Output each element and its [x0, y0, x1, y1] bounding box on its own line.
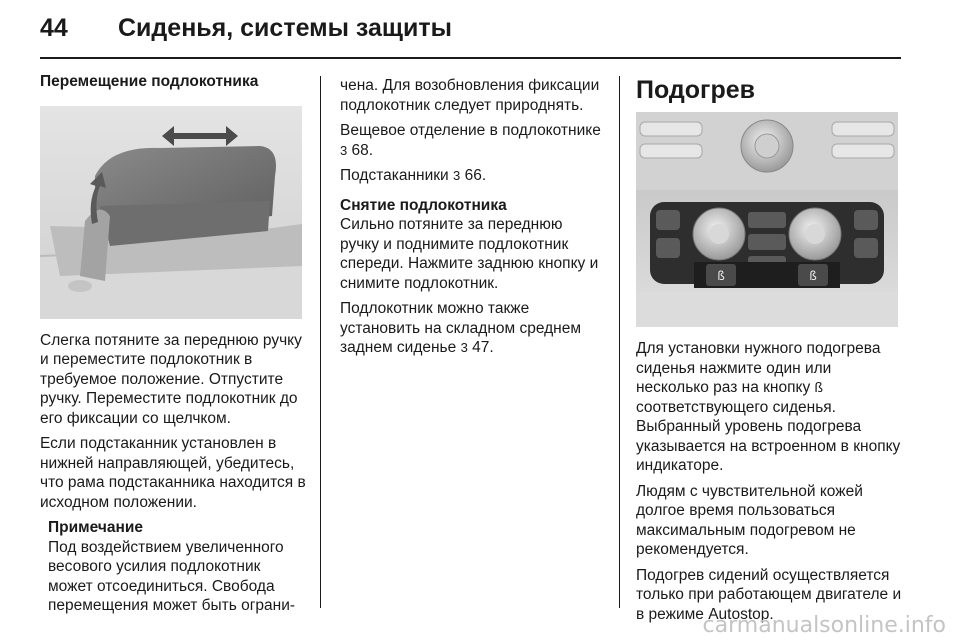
svg-text:ß: ß — [809, 269, 817, 283]
paragraph — [636, 339, 902, 476]
paragraph: Слегка потяните за переднюю ручку и переместите подлокотник в требуемое положение. Отпустите ручку. Переместите подлокотник до его фиксации со щелчком. — [40, 331, 302, 427]
header-rule — [40, 57, 901, 59]
reference-arrow-icon: 3 — [460, 340, 468, 355]
note-title: Примечание — [48, 519, 143, 536]
paragraph: чена. Для возобновления фиксации подлокотник следует природнять. — [340, 77, 600, 114]
reference-page: 68. — [351, 141, 374, 159]
page-number: 44 — [40, 14, 68, 42]
paragraph: Сильно потяните за переднюю ручку и поднимите подлокотник спереди. Нажмите заднюю кнопку и снимите подлокотник. — [340, 216, 599, 292]
reference-text: Вещевое отделение в подлокотнике — [340, 122, 601, 139]
watermark: carmanualsonline.info — [702, 613, 946, 638]
note-block — [48, 518, 308, 616]
section-title-heating: Подогрев — [636, 76, 756, 104]
column-divider — [320, 76, 321, 608]
seat-heating-icon: ß — [814, 379, 824, 395]
reference-storage — [340, 121, 604, 160]
page-title: Сиденья, системы защиты — [118, 14, 452, 42]
paragraph: Если подстаканник установлен в нижней направляющей, убедитесь, что рама подстаканника находится в исходном положении. — [40, 435, 306, 511]
svg-text:ß: ß — [717, 269, 725, 283]
armrest-illustration — [40, 106, 302, 319]
paragraph-text: Для установки нужного подогрева сиденья нажмите один или несколько раз на кнопку — [636, 340, 881, 396]
subheading-armrest-remove: Снятие подлокотника — [340, 196, 507, 214]
page-header — [0, 0, 960, 60]
note-text: Под воздействием увеличенного весового усилия подлокотник может отсоединиться. Свобода перемещения может быть ограни- — [48, 538, 296, 614]
reference-page: 66. — [464, 167, 487, 184]
paragraph-text: Подлокотник можно также установить на складном среднем заднем сиденье — [340, 300, 581, 356]
reference-page: 47. — [472, 339, 494, 356]
column-2 — [340, 76, 604, 364]
paragraph: Подогрев сидений осуществляется только при работающем двигателе и в режиме Autostop. — [636, 566, 902, 623]
column-1 — [40, 72, 308, 622]
column-3 — [636, 76, 902, 630]
reference-cupholders — [340, 166, 604, 186]
reference-arrow-icon: 3 — [453, 168, 461, 183]
paragraph-text: соответствующего сиденья. Выбранный уровень подогрева указывается на встроенном в кнопку индикаторе. — [636, 398, 901, 474]
paragraph: Людям с чувствительной кожей долгое время пользоваться максимальным подогревом не рекомендуется. — [636, 482, 863, 558]
column-divider — [619, 76, 620, 608]
reference-text: Подстаканники — [340, 167, 449, 184]
subheading-armrest-move: Перемещение подлокотника — [40, 73, 259, 90]
climate-panel-illustration — [636, 112, 898, 327]
paragraph — [340, 299, 604, 358]
reference-arrow-icon: 3 — [340, 142, 348, 158]
